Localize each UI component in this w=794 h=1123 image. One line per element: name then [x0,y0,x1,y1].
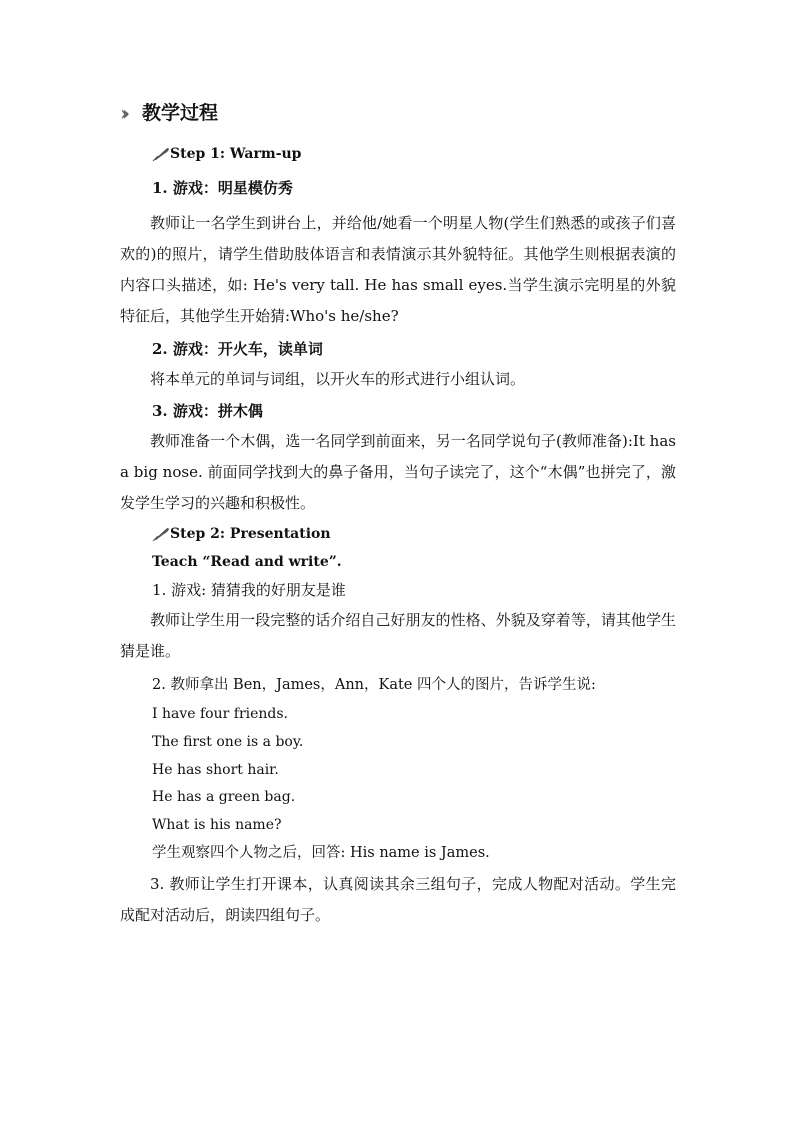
sentence-line: He has a green bag. [152,789,296,805]
step2-title-text: Step 2: Presentation [170,526,331,542]
section-title-text: 教学过程 [142,102,219,124]
answer-line: 学生观察四个人物之后，回答: His name is James. [152,845,490,861]
step2-title [152,524,331,544]
item3-paragraph: 3. 教师让学生打开课本，认真阅读其余三组句子，完成人物配对活动。学生完成配对活动后，朗读四组句子。 [120,875,676,924]
step1-title [152,144,301,164]
game1-heading: 1. 游戏：明星模仿秀 [152,179,293,197]
teach-line: Teach “Read and write”. [152,554,342,570]
step1-title-text: Step 1: Warm-up [170,146,302,162]
sentence-line: What is his name? [152,817,282,833]
game1-paragraph: 教师让一名学生到讲台上，并给他/她看一个明星人物(学生们熟悉的或孩子们喜欢的)的照片，请学生借助肢体语言和表情演示其外貌特征。其他学生则根据表演的内容口头描述，如: He's very tall. He has small eyes.当学生演示完明星的外貌特征后，其他学生开始猜:Who's he/she? [120,214,676,325]
section-title [120,98,218,128]
game2-paragraph: 将本单元的单词与词组，以开火车的形式进行小组认词。 [150,370,526,388]
item1-heading: 1. 游戏: 猜猜我的好朋友是谁 [152,581,346,599]
sentence-line: I have four friends. [152,706,289,722]
quill-icon [152,146,170,162]
quill-icon [152,526,170,542]
sentence-line: The first one is a boy. [152,734,304,750]
sentence-line: He has short hair. [152,762,279,778]
item2-paragraph: 2. 教师拿出 Ben，James，Ann，Kate 四个人的图片，告诉学生说: [152,677,596,693]
game3-heading: 3. 游戏：拼木偶 [152,402,263,420]
game2-heading: 2. 游戏：开火车，读单词 [152,340,323,358]
item1-paragraph: 教师让学生用一段完整的话介绍自己好朋友的性格、外貌及穿着等，请其他学生猜是谁。 [120,611,676,660]
game3-paragraph: 教师准备一个木偶，选一名同学到前面来，另一名同学说句子(教师准备):It has a big nose. 前面同学找到大的鼻子备用，当句子读完了，这个“木偶”也拼完了，激发学生学习的兴趣和积极性。 [120,432,676,512]
double-chevron-icon: ›› [120,101,124,125]
